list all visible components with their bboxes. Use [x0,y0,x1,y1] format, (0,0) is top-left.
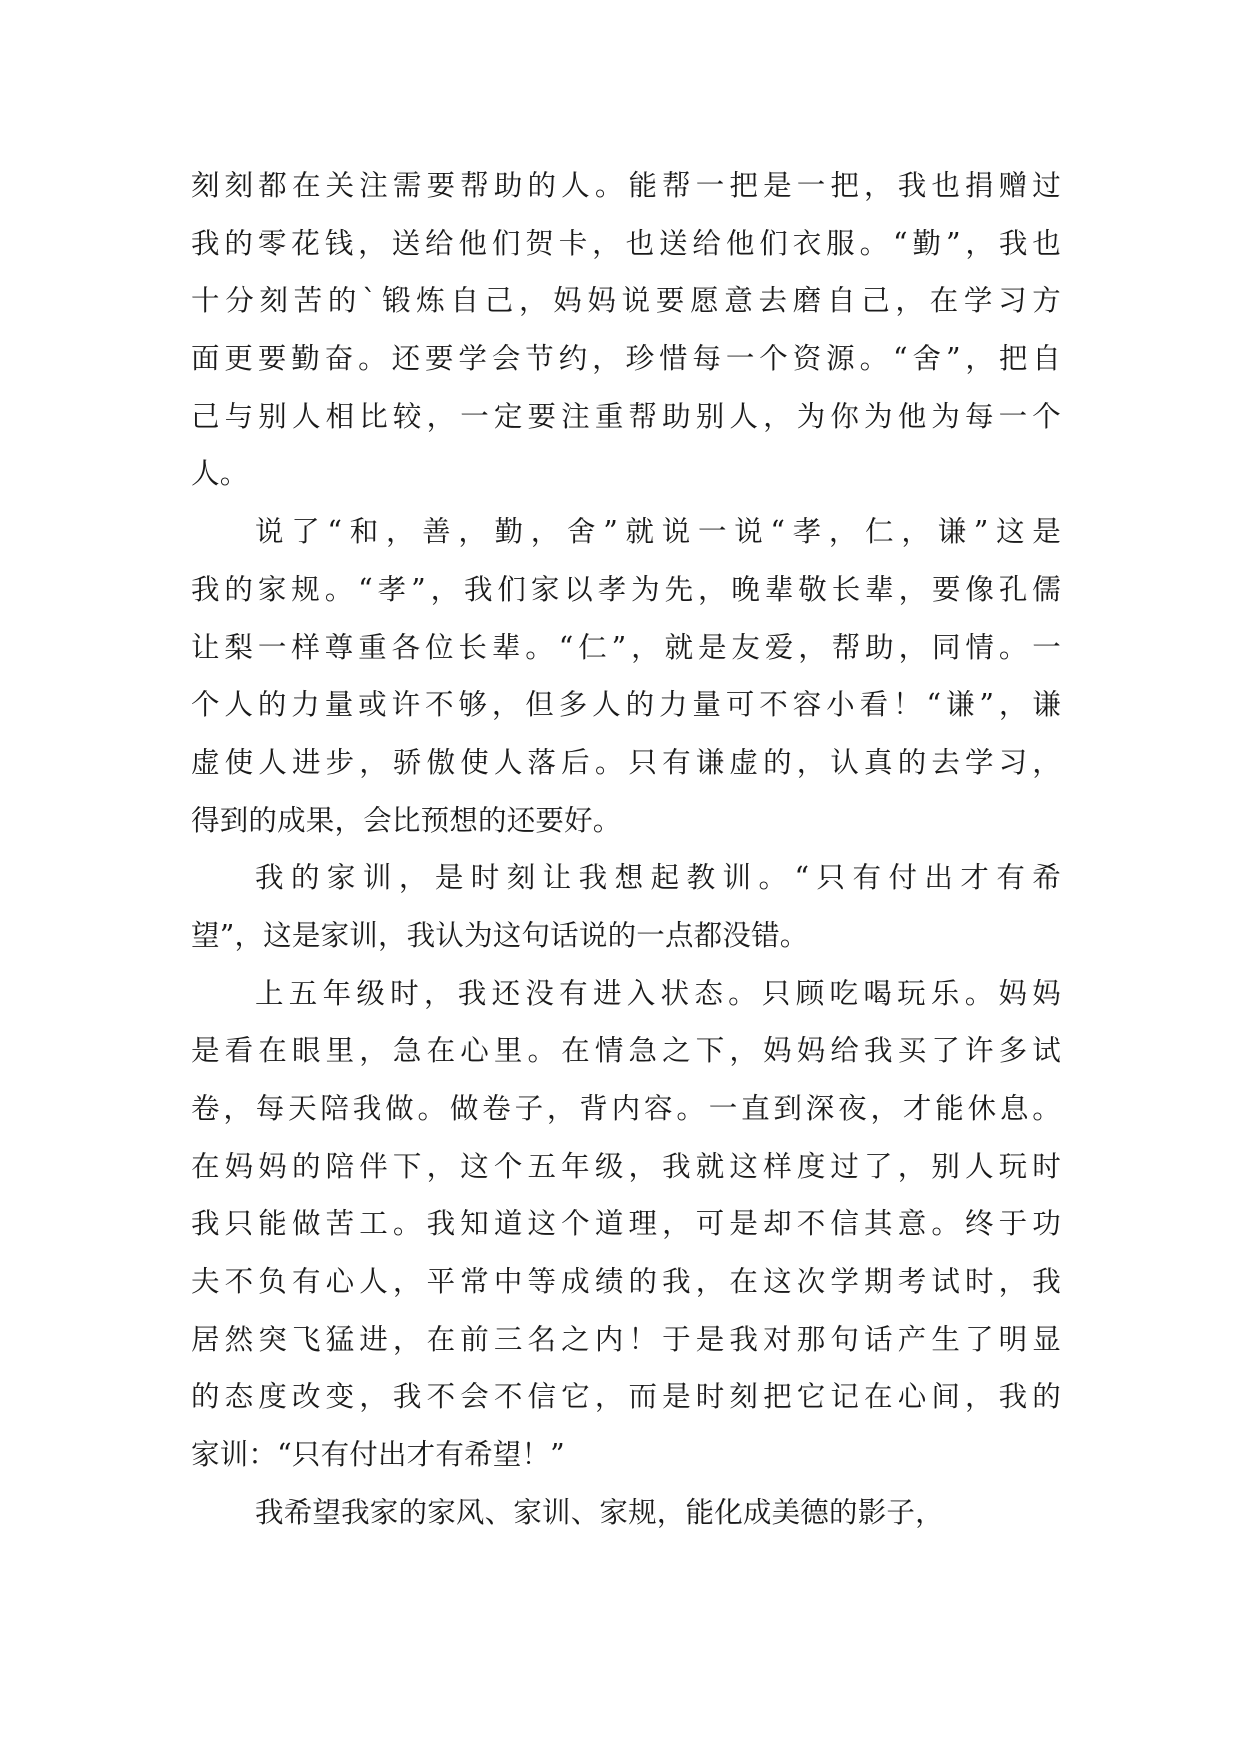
text-line: 夫不负有心人，平常中等成绩的我，在这次学期考试时，我 [191,1265,1061,1299]
text-line: 我希望我家的家风、家训、家规，能化成美德的影子， [255,1495,944,1529]
text-line: 我的零花钱，送给他们贺卡，也送给他们衣服。“勤”，我也 [191,226,1061,260]
text-line: 让梨一样尊重各位长辈。“仁”，就是友爱，帮助，同情。一 [191,630,1061,664]
text-line: 十分刻苦的`锻炼自己，妈妈说要愿意去磨自己，在学习方 [191,284,1061,318]
paragraph [191,157,1061,503]
text-line: 己与别人相比较，一定要注重帮助别人，为你为他为每一个 [191,399,1061,433]
text-line: 我的家训，是时刻让我想起教训。“只有付出才有希 [255,861,1061,895]
text-line: 在妈妈的陪伴下，这个五年级，我就这样度过了，别人玩时 [191,1149,1061,1183]
text-line: 我只能做苦工。我知道这个道理，可是却不信其意。终于功 [191,1207,1061,1241]
text-line: 面更要勤奋。还要学会节约，珍惜每一个资源。“舍”，把自 [191,342,1061,376]
text-line: 说了“和，善，勤，舍”就说一说“孝，仁，谦”这是 [255,515,1061,549]
text-line: 的态度改变，我不会不信它，而是时刻把它记在心间，我的 [191,1380,1061,1414]
text-line: 个人的力量或许不够，但多人的力量可不容小看！“谦”，谦 [191,688,1061,722]
text-line: 上五年级时，我还没有进入状态。只顾吃喝玩乐。妈妈 [255,976,1061,1010]
text-line: 望”，这是家训，我认为这句话说的一点都没错。 [191,918,809,952]
text-line: 卷，每天陪我做。做卷子，背内容。一直到深夜，才能休息。 [191,1092,1061,1125]
text-line: 刻刻都在关注需要帮助的人。能帮一把是一把，我也捐赠过 [191,169,1061,202]
text-line: 是看在眼里，急在心里。在情急之下，妈妈给我买了许多试 [191,1034,1061,1068]
text-line: 居然突飞猛进，在前三名之内！于是我对那句话产生了明显 [191,1322,1061,1356]
text-line: 得到的成果，会比预想的还要好。 [191,803,622,837]
text-line: 人。 [191,457,249,491]
text-line: 我的家规。“孝”，我们家以孝为先，晚辈敬长辈，要像孔儒 [191,572,1061,606]
paragraph [191,965,1061,1484]
document-body [191,157,1061,1542]
paragraph [191,503,1061,849]
paragraph [191,1484,1061,1542]
text-line: 虚使人进步，骄傲使人落后。只有谦虚的，认真的去学习， [191,745,1061,779]
paragraph [191,849,1061,964]
text-line: 家训：“只有付出才有希望！” [191,1438,565,1472]
